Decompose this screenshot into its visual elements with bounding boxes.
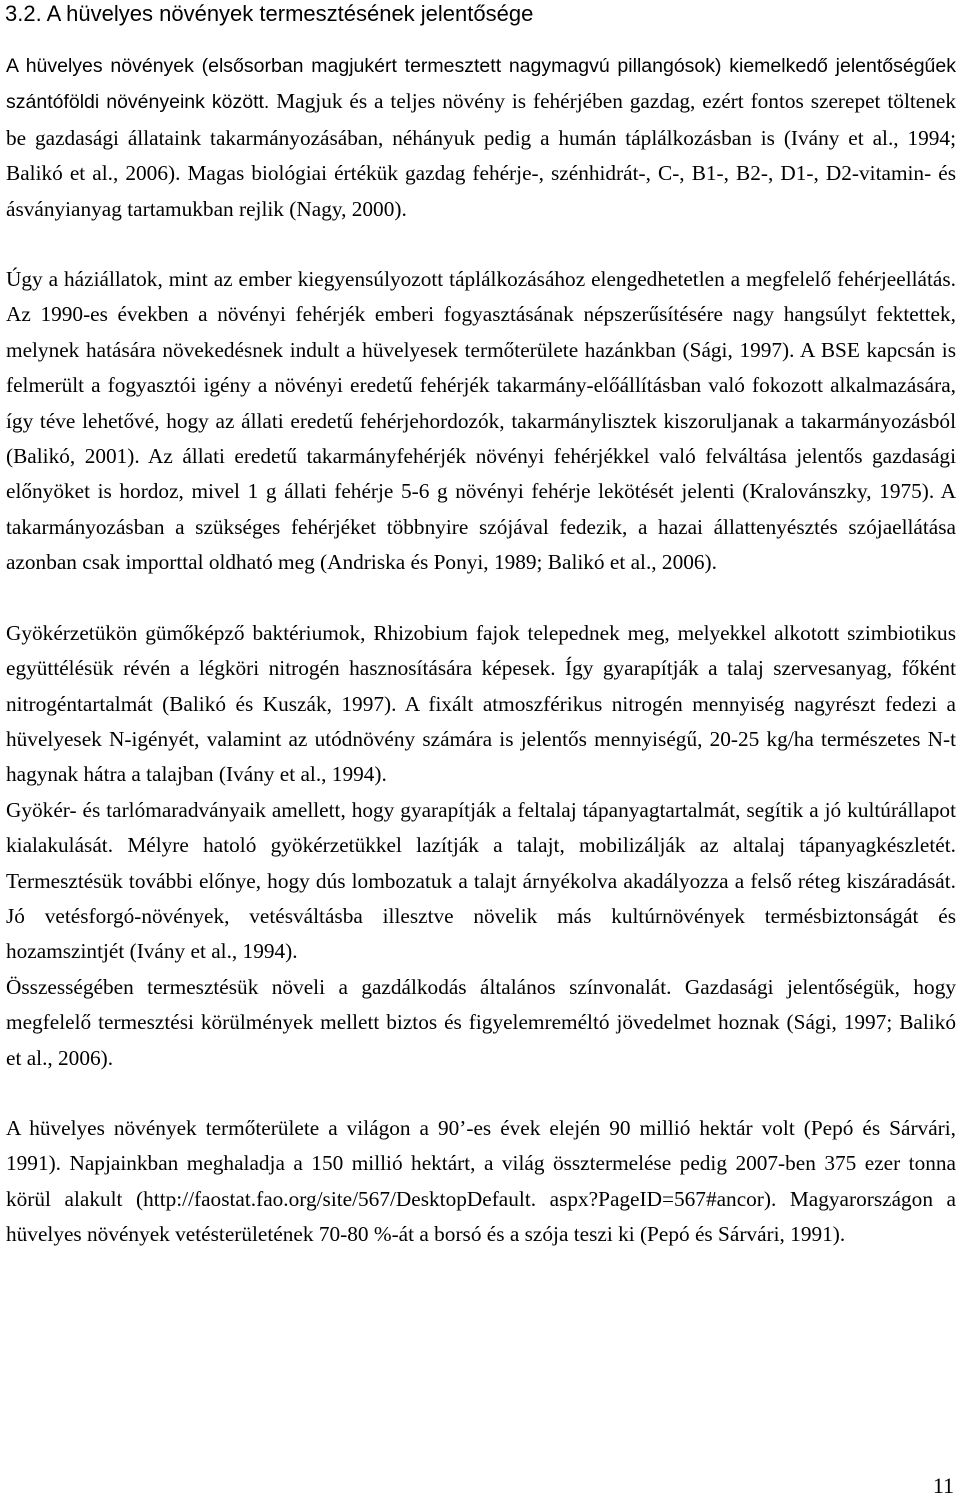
paragraph-4: Gyökér- és tarlómaradványaik amellett, hogy gyarapítják a feltalaj tápanyagtartalmát, segítik a jó kultúrállapot kialakulását. Mélyre hatoló gyökérzetükkel lazítják a talajt, mobilizálják az altalaj tápanyagkészletét. Termesztésük további előnye, hogy dús lombozatuk a talajt árnyékolva akadályozza a felső réteg kiszáradását. Jó vetésforgó-növények, vetésváltásba illesztve növelik más kultúrnövények termésbiztonságát és hozamszintjét (Ivány et al., 1994). <box>6 797 956 964</box>
paragraph-6: A hüvelyes növények termőterülete a világon a 90’-es évek elején 90 millió hektár volt (Pepó és Sárvári, 1991). Napjainkban meghaladja a 150 millió hektárt, a világ össztermelése pedig 2007-ben 375 ezer tonna körül alakult (http://faostat.fao.org/site/567/DesktopDefault. aspx?PageID=567#ancor). Magyarországon a hüvelyes növények vetésterületének 70-80 %-át a borsó és a szója teszi ki (Pepó és Sárvári, 1991). <box>6 1115 956 1247</box>
paragraph-2 <box>6 262 956 581</box>
section-heading: 3.2. A hüvelyes növények termesztésének jelentősége <box>5 1 534 26</box>
paragraph-1-sans-text: A hüvelyes növények (elsősorban magjukért termesztett nagymagvú pillangósok) kiemelkedő jelentőségűek szántóföldi növényeink között. <box>6 55 956 114</box>
paragraph-1 <box>6 48 956 227</box>
document-body <box>6 48 956 1253</box>
paragraph-5: Összességében termesztésük növeli a gazdálkodás általános színvonalát. Gazdasági jelentőségük, hogy megfelelő termesztési körülmények mellett biztos és figyelemreméltó jövedelmet hoznak (Sági, 1997; Balikó et al., 2006). <box>6 974 956 1070</box>
paragraph-2-body-text: Az 1990-es években a növényi fehérjék emberi fogyasztásának népszerűsítésére nagy hangsúlyt fektettek, melynek hatására növekedésnek indult a hüvelyesek termőterülete hazánkban (Sági, 1997). A BSE kapcsán is felmerült a fogyasztói igény a növényi eredetű fehérjék takarmány-előállításban való fokozott alkalmazására, így téve lehetővé, hogy az állati eredetű fehérjehordozók, takarmánylisztek kiszoruljanak a takarmányozásból (Balikó, 2001). Az állati eredetű takarmányfehérjék növényi fehérjékkel való felváltása jelentős gazdasági előnyöket is hordoz, mivel 1 g állati fehérje 5-6 g növényi fehérje lekötését jelenti (Kralovánszky, 1975). A takarmányozásban a szükséges fehérjéket többnyire szójával fedezik, a hazai állattenyésztés szójaellátása azonban csak importtal oldható meg (Andriska és Ponyi, 1989; Balikó et al., 2006). <box>6 302 956 575</box>
paragraph-2-lead-text: Úgy a háziállatok, mint az ember kiegyensúlyozott táplálkozásához elengedhetetlen a megfelelő fehérjeellátás. <box>6 267 956 292</box>
paragraph-1-serif-text: Magjuk és a teljes növény is fehérjében gazdag, ezért fontos szerepet töltenek be gazdasági állataink takarmányozásában, néhányuk pedig a humán táplálkozásban is (Ivány et al., 1994; Balikó et al., 2006). Magas biológiai értékük gazdag fehérje-, szénhidrát-, C-, B1-, B2-, D1-, D2-vitamin- és ásványianyag tartamukban rejlik (Nagy, 2000). <box>6 89 956 221</box>
page-number: 11 <box>932 1473 954 1498</box>
paragraph-3: Gyökérzetükön gümőképző baktériumok, Rhizobium fajok telepednek meg, melyekkel alkotott szimbiotikus együttélésük révén a légköri nitrogén hasznosítására képesek. Így gyarapítják a talaj szervesanyag, főként nitrogéntartalmát (Balikó és Kuszák, 1997). A fixált atmoszférikus nitrogén mennyiség nagyrészt fedezi a hüvelyesek N-igényét, valamint az utódnövény számára is jelentős mennyiségű, 20-25 kg/ha természetes N-t hagynak hátra a talajban (Ivány et al., 1994). <box>6 620 956 787</box>
